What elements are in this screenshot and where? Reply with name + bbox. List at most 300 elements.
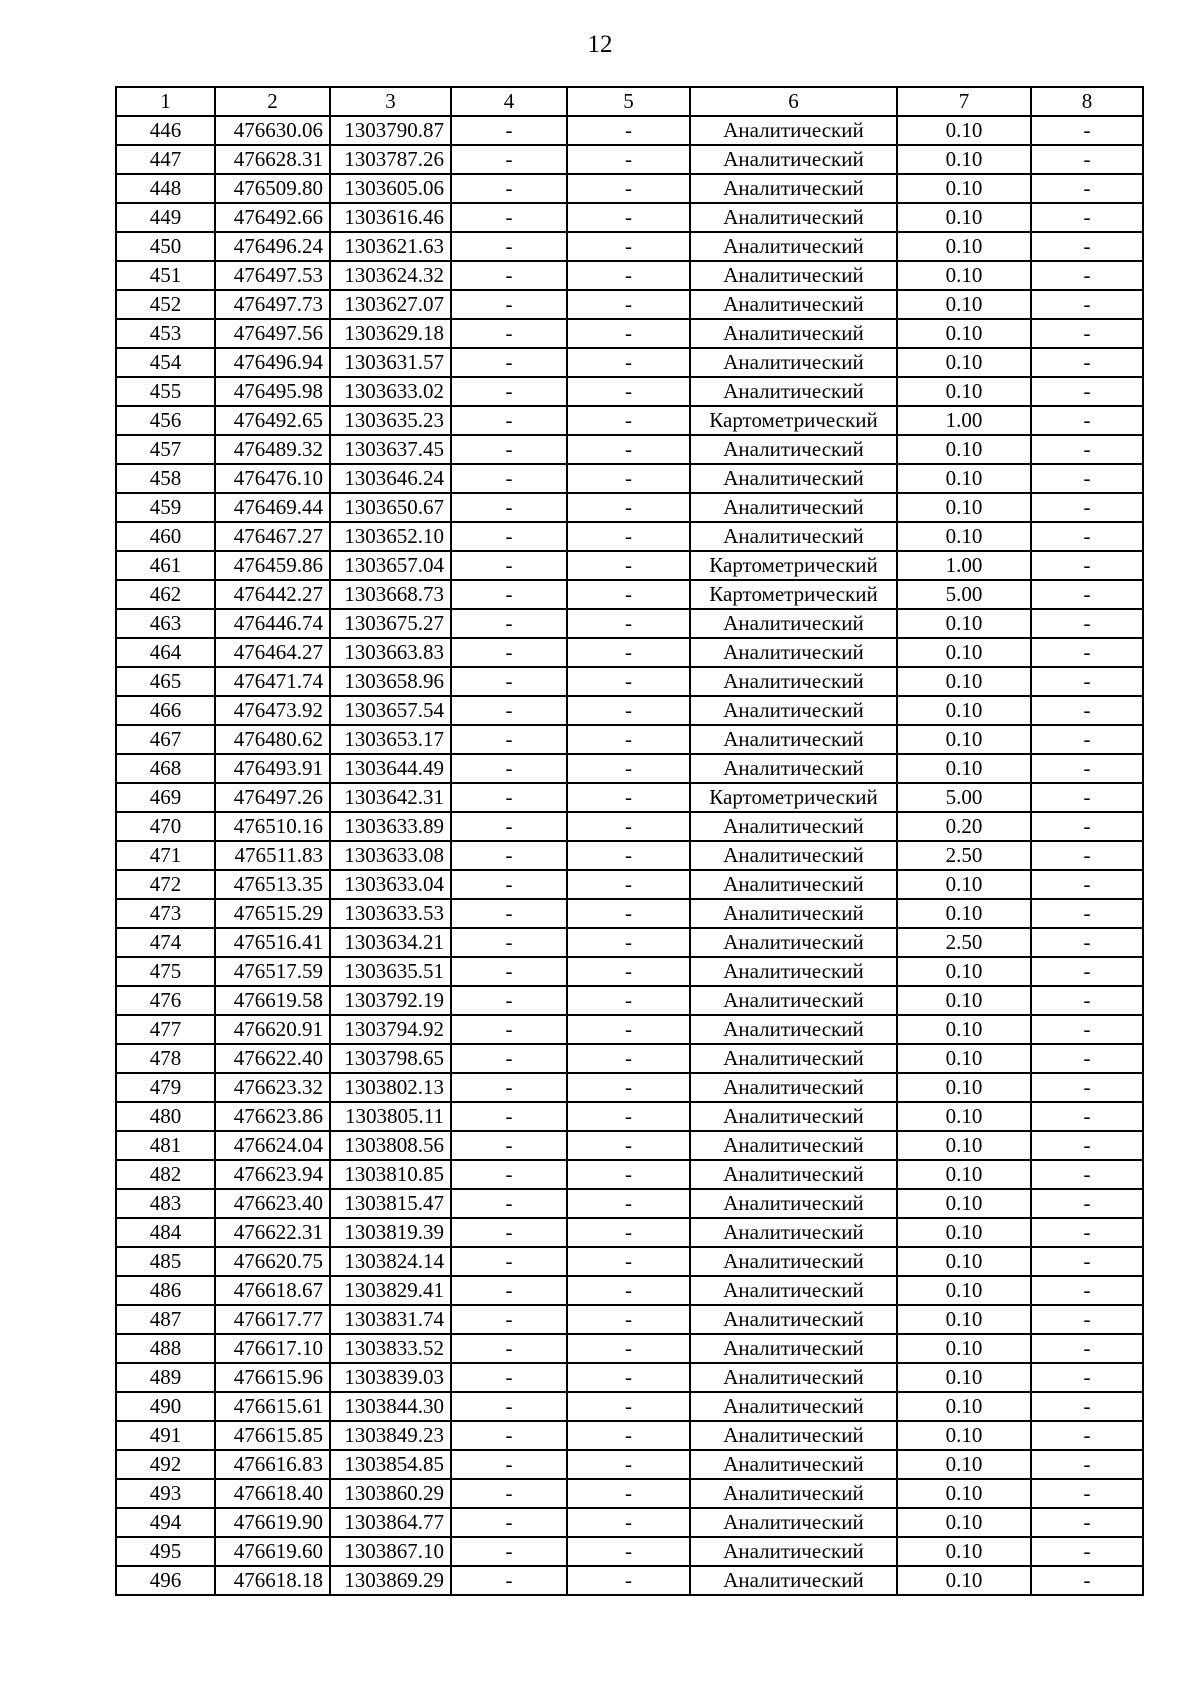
x-coordinate-cell: 476615.85 (215, 1421, 330, 1450)
y-coordinate-cell: 1303824.14 (330, 1247, 451, 1276)
point-number-cell: 491 (116, 1421, 215, 1450)
x-coordinate-cell: 476615.61 (215, 1392, 330, 1421)
column-5-cell: - (567, 1363, 690, 1392)
column-4-cell: - (451, 754, 567, 783)
accuracy-cell: 2.50 (897, 841, 1031, 870)
y-coordinate-cell: 1303605.06 (330, 174, 451, 203)
column-4-cell: - (451, 725, 567, 754)
table-row (116, 986, 1143, 1015)
x-coordinate-cell: 476493.91 (215, 754, 330, 783)
y-coordinate-cell: 1303621.63 (330, 232, 451, 261)
point-number-cell: 450 (116, 232, 215, 261)
column-8-cell: - (1031, 1479, 1143, 1508)
table-row (116, 957, 1143, 986)
point-number-cell: 488 (116, 1334, 215, 1363)
x-coordinate-cell: 476496.94 (215, 348, 330, 377)
point-number-cell: 464 (116, 638, 215, 667)
table-row (116, 377, 1143, 406)
accuracy-cell: 0.10 (897, 1015, 1031, 1044)
table-row (116, 1073, 1143, 1102)
page-number: 12 (587, 31, 613, 58)
y-coordinate-cell: 1303631.57 (330, 348, 451, 377)
column-8-cell: - (1031, 493, 1143, 522)
point-number-cell: 462 (116, 580, 215, 609)
accuracy-cell: 0.10 (897, 1392, 1031, 1421)
accuracy-cell: 0.10 (897, 1044, 1031, 1073)
accuracy-cell: 0.10 (897, 261, 1031, 290)
x-coordinate-cell: 476510.16 (215, 812, 330, 841)
column-8-cell: - (1031, 783, 1143, 812)
column-8-cell: - (1031, 986, 1143, 1015)
table-row (116, 812, 1143, 841)
table-row (116, 145, 1143, 174)
table-row (116, 522, 1143, 551)
method-cell: Аналитический (690, 232, 897, 261)
table-row (116, 348, 1143, 377)
y-coordinate-cell: 1303633.02 (330, 377, 451, 406)
column-4-cell: - (451, 1102, 567, 1131)
accuracy-cell: 0.10 (897, 493, 1031, 522)
method-cell: Аналитический (690, 754, 897, 783)
table-header-row (116, 87, 1143, 116)
column-8-cell: - (1031, 1508, 1143, 1537)
column-4-cell: - (451, 522, 567, 551)
table-row (116, 783, 1143, 812)
column-8-cell: - (1031, 1363, 1143, 1392)
point-number-cell: 482 (116, 1160, 215, 1189)
table-row (116, 290, 1143, 319)
column-5-cell: - (567, 232, 690, 261)
column-8-cell: - (1031, 464, 1143, 493)
column-header: 4 (451, 87, 567, 116)
accuracy-cell: 0.10 (897, 1537, 1031, 1566)
accuracy-cell: 0.10 (897, 957, 1031, 986)
accuracy-cell: 0.10 (897, 1363, 1031, 1392)
column-5-cell: - (567, 1160, 690, 1189)
accuracy-cell: 0.20 (897, 812, 1031, 841)
y-coordinate-cell: 1303663.83 (330, 638, 451, 667)
column-8-cell: - (1031, 609, 1143, 638)
column-5-cell: - (567, 1015, 690, 1044)
accuracy-cell: 5.00 (897, 783, 1031, 812)
column-header: 5 (567, 87, 690, 116)
y-coordinate-cell: 1303634.21 (330, 928, 451, 957)
method-cell: Аналитический (690, 116, 897, 145)
x-coordinate-cell: 476492.65 (215, 406, 330, 435)
accuracy-cell: 0.10 (897, 464, 1031, 493)
point-number-cell: 454 (116, 348, 215, 377)
accuracy-cell: 0.10 (897, 1276, 1031, 1305)
y-coordinate-cell: 1303635.23 (330, 406, 451, 435)
accuracy-cell: 0.10 (897, 1334, 1031, 1363)
table-row (116, 1131, 1143, 1160)
table-row (116, 1102, 1143, 1131)
y-coordinate-cell: 1303624.32 (330, 261, 451, 290)
point-number-cell: 465 (116, 667, 215, 696)
column-8-cell: - (1031, 522, 1143, 551)
table-row (116, 899, 1143, 928)
point-number-cell: 495 (116, 1537, 215, 1566)
column-8-cell: - (1031, 435, 1143, 464)
method-cell: Аналитический (690, 870, 897, 899)
y-coordinate-cell: 1303627.07 (330, 290, 451, 319)
column-5-cell: - (567, 1131, 690, 1160)
point-number-cell: 468 (116, 754, 215, 783)
y-coordinate-cell: 1303653.17 (330, 725, 451, 754)
point-number-cell: 458 (116, 464, 215, 493)
method-cell: Аналитический (690, 1189, 897, 1218)
point-number-cell: 449 (116, 203, 215, 232)
accuracy-cell: 0.10 (897, 1421, 1031, 1450)
column-5-cell: - (567, 870, 690, 899)
column-5-cell: - (567, 580, 690, 609)
point-number-cell: 448 (116, 174, 215, 203)
table-row (116, 725, 1143, 754)
column-4-cell: - (451, 406, 567, 435)
column-5-cell: - (567, 1073, 690, 1102)
x-coordinate-cell: 476497.26 (215, 783, 330, 812)
column-4-cell: - (451, 1073, 567, 1102)
table-row (116, 667, 1143, 696)
column-8-cell: - (1031, 1566, 1143, 1595)
x-coordinate-cell: 476617.77 (215, 1305, 330, 1334)
point-number-cell: 481 (116, 1131, 215, 1160)
accuracy-cell: 0.10 (897, 522, 1031, 551)
table-row (116, 1566, 1143, 1595)
point-number-cell: 457 (116, 435, 215, 464)
table-row (116, 1189, 1143, 1218)
accuracy-cell: 0.10 (897, 1073, 1031, 1102)
table-row (116, 870, 1143, 899)
column-8-cell: - (1031, 1044, 1143, 1073)
column-8-cell: - (1031, 754, 1143, 783)
column-4-cell: - (451, 551, 567, 580)
column-5-cell: - (567, 1450, 690, 1479)
accuracy-cell: 5.00 (897, 580, 1031, 609)
point-number-cell: 479 (116, 1073, 215, 1102)
accuracy-cell: 0.10 (897, 174, 1031, 203)
column-5-cell: - (567, 319, 690, 348)
column-4-cell: - (451, 870, 567, 899)
column-8-cell: - (1031, 1247, 1143, 1276)
column-4-cell: - (451, 1044, 567, 1073)
y-coordinate-cell: 1303833.52 (330, 1334, 451, 1363)
x-coordinate-cell: 476497.56 (215, 319, 330, 348)
point-number-cell: 452 (116, 290, 215, 319)
column-5-cell: - (567, 725, 690, 754)
column-5-cell: - (567, 1044, 690, 1073)
method-cell: Аналитический (690, 1334, 897, 1363)
method-cell: Аналитический (690, 1392, 897, 1421)
y-coordinate-cell: 1303616.46 (330, 203, 451, 232)
column-5-cell: - (567, 377, 690, 406)
column-8-cell: - (1031, 1537, 1143, 1566)
column-5-cell: - (567, 638, 690, 667)
table-row (116, 638, 1143, 667)
point-number-cell: 446 (116, 116, 215, 145)
column-4-cell: - (451, 1392, 567, 1421)
column-5-cell: - (567, 1392, 690, 1421)
x-coordinate-cell: 476619.90 (215, 1508, 330, 1537)
point-number-cell: 459 (116, 493, 215, 522)
table-row (116, 1421, 1143, 1450)
accuracy-cell: 0.10 (897, 145, 1031, 174)
column-8-cell: - (1031, 725, 1143, 754)
accuracy-cell: 0.10 (897, 348, 1031, 377)
method-cell: Картометрический (690, 580, 897, 609)
table-row (116, 203, 1143, 232)
column-4-cell: - (451, 435, 567, 464)
column-5-cell: - (567, 957, 690, 986)
x-coordinate-cell: 476476.10 (215, 464, 330, 493)
column-8-cell: - (1031, 1160, 1143, 1189)
table-row (116, 1160, 1143, 1189)
point-number-cell: 467 (116, 725, 215, 754)
method-cell: Аналитический (690, 1073, 897, 1102)
method-cell: Аналитический (690, 348, 897, 377)
y-coordinate-cell: 1303867.10 (330, 1537, 451, 1566)
x-coordinate-cell: 476513.35 (215, 870, 330, 899)
y-coordinate-cell: 1303635.51 (330, 957, 451, 986)
y-coordinate-cell: 1303808.56 (330, 1131, 451, 1160)
column-5-cell: - (567, 754, 690, 783)
method-cell: Аналитический (690, 899, 897, 928)
column-4-cell: - (451, 116, 567, 145)
point-number-cell: 493 (116, 1479, 215, 1508)
column-8-cell: - (1031, 1131, 1143, 1160)
column-4-cell: - (451, 812, 567, 841)
point-number-cell: 492 (116, 1450, 215, 1479)
method-cell: Аналитический (690, 522, 897, 551)
column-4-cell: - (451, 1160, 567, 1189)
method-cell: Аналитический (690, 1305, 897, 1334)
column-header: 1 (116, 87, 215, 116)
column-4-cell: - (451, 957, 567, 986)
method-cell: Аналитический (690, 1508, 897, 1537)
column-5-cell: - (567, 551, 690, 580)
column-8-cell: - (1031, 841, 1143, 870)
accuracy-cell: 0.10 (897, 1218, 1031, 1247)
column-4-cell: - (451, 319, 567, 348)
x-coordinate-cell: 476620.91 (215, 1015, 330, 1044)
table-row (116, 1276, 1143, 1305)
column-8-cell: - (1031, 551, 1143, 580)
column-5-cell: - (567, 667, 690, 696)
column-8-cell: - (1031, 1305, 1143, 1334)
accuracy-cell: 0.10 (897, 609, 1031, 638)
accuracy-cell: 0.10 (897, 232, 1031, 261)
method-cell: Аналитический (690, 1276, 897, 1305)
column-4-cell: - (451, 638, 567, 667)
y-coordinate-cell: 1303668.73 (330, 580, 451, 609)
column-8-cell: - (1031, 232, 1143, 261)
y-coordinate-cell: 1303794.92 (330, 1015, 451, 1044)
table-row (116, 609, 1143, 638)
table-row (116, 435, 1143, 464)
y-coordinate-cell: 1303844.30 (330, 1392, 451, 1421)
y-coordinate-cell: 1303860.29 (330, 1479, 451, 1508)
column-8-cell: - (1031, 1276, 1143, 1305)
column-4-cell: - (451, 348, 567, 377)
column-5-cell: - (567, 1305, 690, 1334)
column-4-cell: - (451, 1508, 567, 1537)
x-coordinate-cell: 476473.92 (215, 696, 330, 725)
table-row (116, 1305, 1143, 1334)
column-8-cell: - (1031, 1073, 1143, 1102)
point-number-cell: 490 (116, 1392, 215, 1421)
method-cell: Аналитический (690, 1363, 897, 1392)
point-number-cell: 475 (116, 957, 215, 986)
column-5-cell: - (567, 203, 690, 232)
x-coordinate-cell: 476496.24 (215, 232, 330, 261)
x-coordinate-cell: 476442.27 (215, 580, 330, 609)
column-4-cell: - (451, 377, 567, 406)
y-coordinate-cell: 1303819.39 (330, 1218, 451, 1247)
accuracy-cell: 0.10 (897, 986, 1031, 1015)
column-4-cell: - (451, 580, 567, 609)
point-number-cell: 447 (116, 145, 215, 174)
y-coordinate-cell: 1303831.74 (330, 1305, 451, 1334)
column-8-cell: - (1031, 377, 1143, 406)
y-coordinate-cell: 1303633.04 (330, 870, 451, 899)
method-cell: Аналитический (690, 1131, 897, 1160)
column-5-cell: - (567, 406, 690, 435)
accuracy-cell: 0.10 (897, 1247, 1031, 1276)
column-5-cell: - (567, 986, 690, 1015)
column-8-cell: - (1031, 174, 1143, 203)
x-coordinate-cell: 476511.83 (215, 841, 330, 870)
method-cell: Картометрический (690, 783, 897, 812)
y-coordinate-cell: 1303869.29 (330, 1566, 451, 1595)
x-coordinate-cell: 476623.40 (215, 1189, 330, 1218)
x-coordinate-cell: 476492.66 (215, 203, 330, 232)
point-number-cell: 469 (116, 783, 215, 812)
point-number-cell: 494 (116, 1508, 215, 1537)
y-coordinate-cell: 1303849.23 (330, 1421, 451, 1450)
method-cell: Аналитический (690, 609, 897, 638)
x-coordinate-cell: 476446.74 (215, 609, 330, 638)
column-8-cell: - (1031, 1334, 1143, 1363)
x-coordinate-cell: 476622.40 (215, 1044, 330, 1073)
table-row (116, 406, 1143, 435)
accuracy-cell: 0.10 (897, 1102, 1031, 1131)
table-row (116, 1392, 1143, 1421)
column-4-cell: - (451, 1247, 567, 1276)
method-cell: Аналитический (690, 725, 897, 754)
method-cell: Аналитический (690, 1102, 897, 1131)
y-coordinate-cell: 1303657.54 (330, 696, 451, 725)
column-4-cell: - (451, 1566, 567, 1595)
table-row (116, 1450, 1143, 1479)
column-8-cell: - (1031, 203, 1143, 232)
method-cell: Аналитический (690, 145, 897, 174)
method-cell: Аналитический (690, 638, 897, 667)
x-coordinate-cell: 476620.75 (215, 1247, 330, 1276)
method-cell: Картометрический (690, 406, 897, 435)
column-5-cell: - (567, 522, 690, 551)
column-4-cell: - (451, 1015, 567, 1044)
column-8-cell: - (1031, 145, 1143, 174)
table-row (116, 464, 1143, 493)
column-5-cell: - (567, 1334, 690, 1363)
point-number-cell: 485 (116, 1247, 215, 1276)
column-5-cell: - (567, 348, 690, 377)
point-number-cell: 470 (116, 812, 215, 841)
point-number-cell: 472 (116, 870, 215, 899)
accuracy-cell: 0.10 (897, 319, 1031, 348)
y-coordinate-cell: 1303864.77 (330, 1508, 451, 1537)
y-coordinate-cell: 1303657.04 (330, 551, 451, 580)
column-8-cell: - (1031, 957, 1143, 986)
column-4-cell: - (451, 1305, 567, 1334)
column-4-cell: - (451, 464, 567, 493)
column-8-cell: - (1031, 1450, 1143, 1479)
table-row (116, 1015, 1143, 1044)
column-8-cell: - (1031, 638, 1143, 667)
column-5-cell: - (567, 145, 690, 174)
column-5-cell: - (567, 1421, 690, 1450)
column-8-cell: - (1031, 1392, 1143, 1421)
column-5-cell: - (567, 290, 690, 319)
column-header: 3 (330, 87, 451, 116)
y-coordinate-cell: 1303854.85 (330, 1450, 451, 1479)
x-coordinate-cell: 476628.31 (215, 145, 330, 174)
y-coordinate-cell: 1303652.10 (330, 522, 451, 551)
point-number-cell: 484 (116, 1218, 215, 1247)
accuracy-cell: 0.10 (897, 1131, 1031, 1160)
column-8-cell: - (1031, 696, 1143, 725)
x-coordinate-cell: 476615.96 (215, 1363, 330, 1392)
y-coordinate-cell: 1303790.87 (330, 116, 451, 145)
accuracy-cell: 0.10 (897, 203, 1031, 232)
column-4-cell: - (451, 783, 567, 812)
table-row (116, 493, 1143, 522)
y-coordinate-cell: 1303633.53 (330, 899, 451, 928)
method-cell: Аналитический (690, 1015, 897, 1044)
column-5-cell: - (567, 812, 690, 841)
column-8-cell: - (1031, 899, 1143, 928)
column-4-cell: - (451, 261, 567, 290)
table-row (116, 580, 1143, 609)
accuracy-cell: 1.00 (897, 551, 1031, 580)
accuracy-cell: 0.10 (897, 377, 1031, 406)
accuracy-cell: 0.10 (897, 116, 1031, 145)
column-4-cell: - (451, 493, 567, 522)
point-number-cell: 480 (116, 1102, 215, 1131)
x-coordinate-cell: 476471.74 (215, 667, 330, 696)
method-cell: Аналитический (690, 696, 897, 725)
column-8-cell: - (1031, 667, 1143, 696)
x-coordinate-cell: 476497.73 (215, 290, 330, 319)
x-coordinate-cell: 476497.53 (215, 261, 330, 290)
y-coordinate-cell: 1303792.19 (330, 986, 451, 1015)
x-coordinate-cell: 476517.59 (215, 957, 330, 986)
point-number-cell: 487 (116, 1305, 215, 1334)
table-row (116, 232, 1143, 261)
point-number-cell: 476 (116, 986, 215, 1015)
column-5-cell: - (567, 1508, 690, 1537)
accuracy-cell: 0.10 (897, 725, 1031, 754)
method-cell: Аналитический (690, 1450, 897, 1479)
column-8-cell: - (1031, 1421, 1143, 1450)
table-row (116, 754, 1143, 783)
column-8-cell: - (1031, 1189, 1143, 1218)
point-number-cell: 461 (116, 551, 215, 580)
x-coordinate-cell: 476516.41 (215, 928, 330, 957)
x-coordinate-cell: 476469.44 (215, 493, 330, 522)
column-header: 6 (690, 87, 897, 116)
column-4-cell: - (451, 667, 567, 696)
